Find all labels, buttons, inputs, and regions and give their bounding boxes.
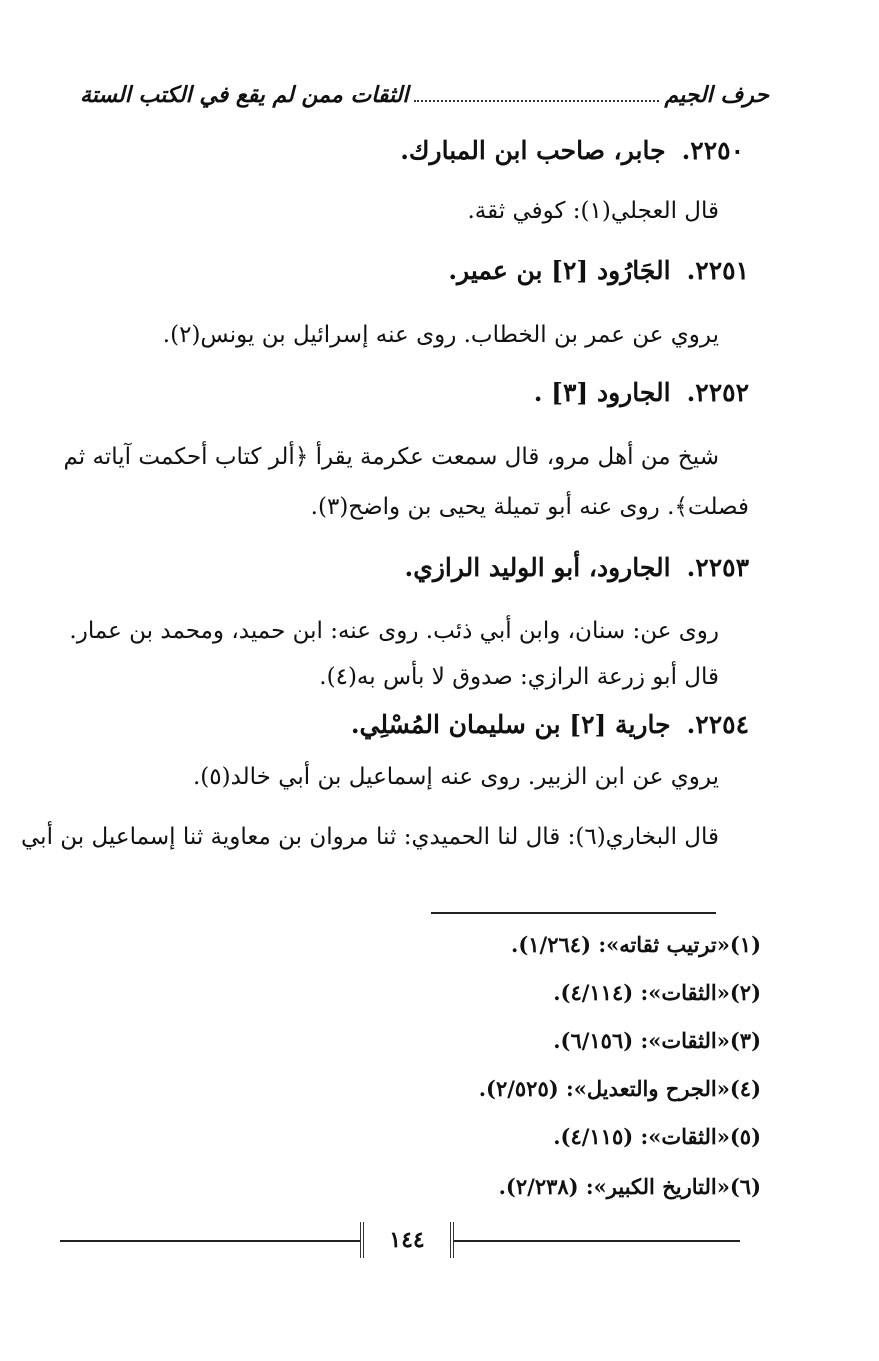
entry-text: روى عن: سنان، وابن أبي ذئب. روى عنه: ابن حميد، ومحمد بن عمار. xyxy=(69,618,719,644)
header-dots xyxy=(414,88,658,102)
page-number: ١٤٤ xyxy=(360,1222,454,1258)
entry-text: يروي عن ابن الزبير. روى عنه إسماعيل بن أبي خالد(٥). xyxy=(192,764,719,790)
footnote: (٤)«الجرح والتعديل»: (٢/٥٢٥). xyxy=(478,1076,761,1101)
footnote: (٢)«الثقات»: (٤/١١٤). xyxy=(553,980,761,1005)
entry-number: ٢٢٥١. xyxy=(686,256,749,285)
entry-text: يروي عن عمر بن الخطاب. روى عنه إسرائيل بن يونس(٢). xyxy=(162,322,719,348)
footnote: (٦)«التاريخ الكبير»: (٢/٢٣٨). xyxy=(498,1174,761,1199)
entry-heading xyxy=(405,553,749,582)
entry-number: ٢٢٥٢. xyxy=(686,378,749,407)
footnote-separator xyxy=(431,912,716,914)
entry-text: قال العجلي(١): كوفي ثقة. xyxy=(467,198,719,224)
footnote: (١)«ترتيب ثقاته»: (١/٢٦٤). xyxy=(511,932,761,957)
running-header xyxy=(80,82,769,116)
entry-name: جابر، صاحب ابن المبارك. xyxy=(400,136,666,165)
entry-number: ٢٢٥٤. xyxy=(686,710,749,739)
entry-text: فصلت﴾. روى عنه أبو تميلة يحيى بن واضح(٣). xyxy=(310,494,749,520)
entry-heading xyxy=(351,710,749,739)
entry-heading xyxy=(448,256,749,285)
entry-text: قال البخاري(٦): قال لنا الحميدي: ثنا مروان بن معاوية ثنا إسماعيل بن أبي xyxy=(21,824,719,850)
footnote: (٣)«الثقات»: (٦/١٥٦). xyxy=(553,1028,761,1053)
entry-name: الجَارُود [٢] بن عمير. xyxy=(448,256,671,285)
entry-name: الجارود [٣] . xyxy=(533,378,671,407)
entry-number: ٢٢٥٠. xyxy=(681,136,744,165)
entry-heading xyxy=(400,136,744,165)
entry-heading xyxy=(534,378,749,407)
header-book-title: الثقات ممن لم يقع في الكتب الستة xyxy=(80,82,409,108)
footnote: (٥)«الثقات»: (٤/١١٥). xyxy=(553,1124,761,1149)
entry-name: جارية [٢] بن سليمان المُسْلِي. xyxy=(350,710,671,739)
header-chapter: حرف الجيم xyxy=(664,82,769,108)
entry-number: ٢٢٥٣. xyxy=(686,553,749,582)
entry-text: قال أبو زرعة الرازي: صدوق لا بأس به(٤). xyxy=(319,664,719,690)
entry-name: الجارود، أبو الوليد الرازي. xyxy=(404,553,671,582)
entry-text: شيخ من أهل مرو، قال سمعت عكرمة يقرأ ﴿ألر كتاب أحكمت آياته ثم xyxy=(63,444,719,470)
